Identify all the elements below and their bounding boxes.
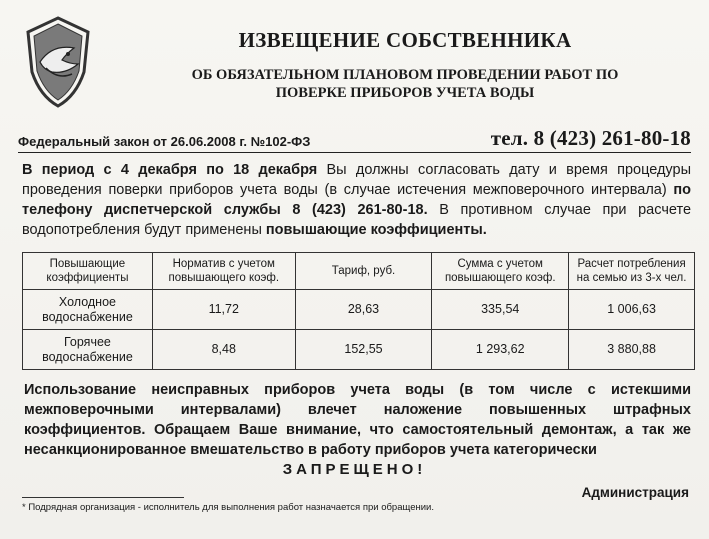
table-header-row (23, 253, 695, 290)
forbidden-text: ЗАПРЕЩЕНО! (282, 461, 427, 478)
shield-eagle-emblem-icon (22, 14, 94, 110)
coefficients-text: повышающие коэффициенты. (265, 222, 487, 238)
subtitle-line-1: ОБ ОБЯЗАТЕЛЬНОМ ПЛАНОВОМ ПРОВЕДЕНИИ РАБОТ ПО (191, 67, 619, 83)
table-cell: 1 006,63 (569, 290, 695, 330)
table-cell: 152,55 (295, 330, 432, 370)
table-cell: Холодное водоснабжение (23, 290, 153, 330)
dispatch-phone-text: по телефону диспетчерской службы 8 (423) 261-80-18. (22, 182, 691, 218)
instruction-text-1: Вы должны согласовать дату и время процедуры проведения поверки приборов учета воды (в случае истечения межповерочного интервала) (22, 162, 692, 198)
law-phone-row (18, 122, 691, 153)
column-header: Сумма с учетом повышающего коэф. (432, 253, 569, 290)
table-cell: 11,72 (152, 290, 295, 330)
column-header: Расчет потребления на семью из 3-х чел. (569, 253, 695, 290)
subtitle-line-2: ПОВЕРКЕ ПРИБОРОВ УЧЕТА ВОДЫ (275, 85, 535, 101)
footnote-divider (22, 497, 184, 498)
phone-number: тел. 8 (423) 261-80-18 (490, 126, 691, 150)
column-header: Тариф, руб. (295, 253, 432, 290)
table-row (23, 290, 695, 330)
notice-title: ИЗВЕЩЕНИЕ СОБСТВЕННИКА (238, 28, 572, 52)
instruction-paragraph (22, 160, 691, 240)
coefficients-table (22, 252, 695, 370)
column-header: Норматив с учетом повышающего коэф. (152, 253, 295, 290)
warning-paragraph: Использование неисправных приборов учета воды (в том числе с истекшими межповерочными интервалами) влечет наложение повышенных штрафных коэффициентов. Обращаем Ваше внимание, что самостоятельный демонтаж, а так же несанкционированное вмешательство в работу приборов учета категорически (24, 382, 691, 458)
table-cell: Горячее водоснабжение (23, 330, 153, 370)
instruction-text-2: В противном случае при расчете водопотребления будут применены (22, 202, 692, 238)
federal-law-reference: Федеральный закон от 26.06.2008 г. №102-ФЗ (18, 134, 311, 149)
table-cell: 3 880,88 (569, 330, 695, 370)
table-cell: 28,63 (295, 290, 432, 330)
table-cell: 335,54 (432, 290, 569, 330)
footnote: * Подрядная организация - исполнитель для выполнения работ назначается при обращении. (22, 502, 434, 513)
signature-administration: Администрация (581, 485, 689, 500)
column-header: Повышающие коэффициенты (23, 253, 153, 290)
notice-subtitle (110, 66, 700, 102)
table-row (23, 330, 695, 370)
table-cell: 1 293,62 (432, 330, 569, 370)
period-text: В период с 4 декабря по 18 декабря (22, 162, 318, 178)
table-cell: 8,48 (152, 330, 295, 370)
